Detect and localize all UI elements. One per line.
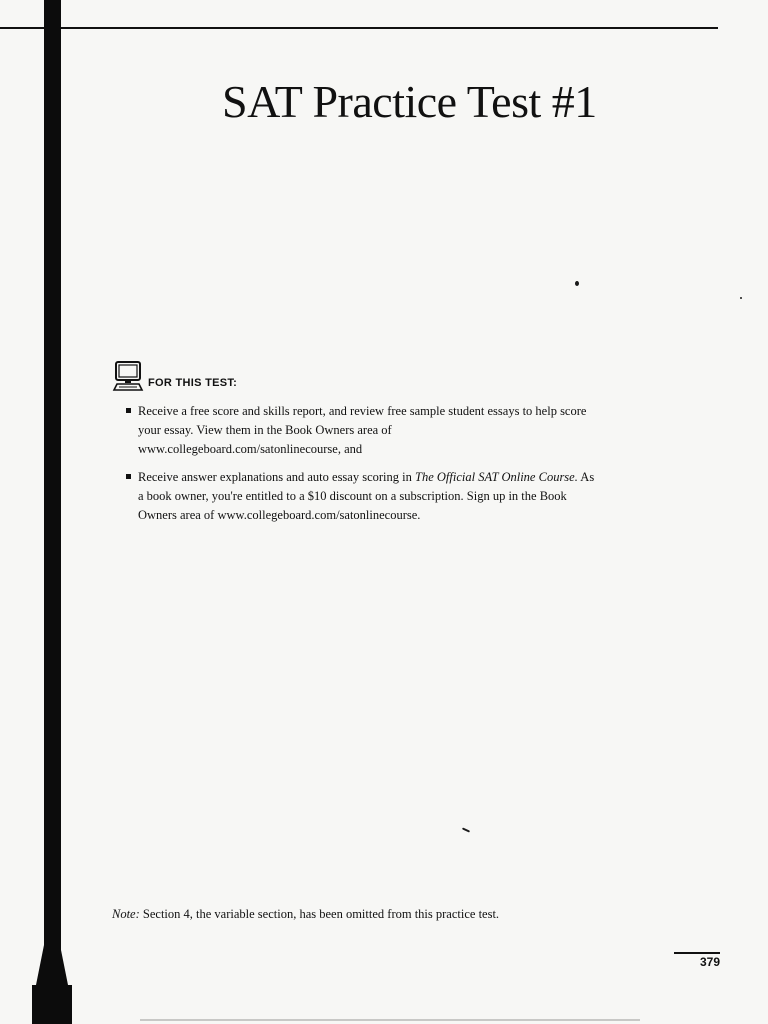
bullet-text-start: Receive answer explanations and auto essay scoring in	[138, 470, 415, 484]
binding-spine-wedge	[36, 905, 68, 985]
list-item	[125, 402, 595, 459]
bullet-text-end: As a book owner, you're entitled to a $10 discount on a subscription. Sign up in the Book Owners area of www.collegeboard.com/satonlinecourse.	[138, 470, 595, 522]
binding-spine-foot	[32, 985, 72, 1024]
page-title: SAT Practice Test #1	[222, 76, 597, 127]
note-label: Note:	[112, 907, 140, 921]
print-speck	[575, 281, 579, 286]
binding-spine	[44, 0, 61, 990]
top-rule	[0, 27, 718, 29]
course-title: The Official SAT Online Course.	[415, 470, 578, 484]
page-number: 379	[699, 955, 720, 969]
computer-icon	[112, 360, 144, 392]
list-item	[125, 468, 595, 525]
page-number-rule	[674, 952, 720, 954]
print-speck	[740, 297, 742, 299]
bullet-list	[125, 402, 595, 534]
bullet-marker	[126, 408, 131, 413]
note-text: Section 4, the variable section, has been omitted from this practice test.	[139, 907, 500, 921]
omission-note	[112, 905, 499, 923]
bullet-marker	[126, 474, 131, 479]
page-edge-smudge	[140, 1019, 640, 1021]
bullet-text: Receive a free score and skills report, and review free sample student essays to help score your essay. View them in the Book Owners area of www.collegeboard.com/satonlinecourse, and	[138, 404, 587, 456]
callout-label: FOR THIS TEST:	[148, 377, 238, 389]
print-speck	[462, 827, 470, 832]
callout-heading	[112, 360, 237, 392]
